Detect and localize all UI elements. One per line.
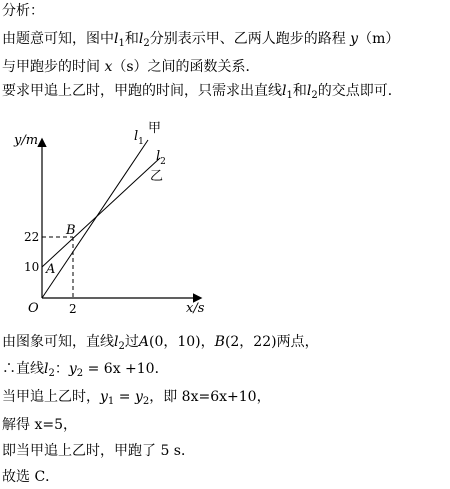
line-l1-label	[134, 129, 144, 147]
solution-line-2	[2, 360, 169, 378]
l2-symbol: l	[306, 83, 312, 99]
y-unit: （m）	[358, 31, 400, 47]
l1-symbol: l	[114, 31, 119, 47]
tick-label-22: 22	[24, 230, 40, 244]
l1-subscript: 1	[286, 90, 293, 101]
y1-symbol: y	[100, 389, 108, 405]
point-a-coords: (0，10)，	[148, 334, 215, 350]
text-segment: 和	[292, 83, 307, 99]
function-graph	[0, 110, 230, 320]
x-variable: x	[104, 59, 113, 75]
text-segment: 之间的函数关系．	[147, 59, 260, 75]
line-l2	[42, 158, 160, 267]
l2-symbol: l	[138, 31, 144, 47]
text-segment: 由题意可知，图中	[2, 31, 114, 47]
text-segment: 和	[124, 31, 139, 47]
point-b-label: B	[66, 223, 76, 238]
text-segment: 过	[124, 334, 139, 350]
y2-symbol: y	[134, 389, 143, 405]
text-segment: ：	[54, 361, 69, 377]
analysis-heading: 分析：	[2, 3, 44, 19]
point-b: B	[214, 334, 225, 350]
solution-line-5: 即当甲追上乙时，甲跑了 5 s．	[2, 443, 195, 459]
solution-line-4: 解得 x=5，	[2, 417, 77, 433]
l2-subscript: 2	[143, 38, 150, 49]
l1-symbol: l	[134, 129, 139, 144]
origin-label: O	[28, 301, 39, 316]
equation-rhs: = 6x +10．	[83, 361, 169, 377]
equals: =	[114, 389, 135, 405]
analysis-line-1	[2, 30, 399, 48]
solution-line-3	[2, 388, 271, 406]
tick-label-10: 10	[24, 260, 40, 274]
line-l1	[42, 140, 148, 298]
y-axis-label: y/m	[14, 133, 39, 148]
text-segment: 分别表示甲、乙两人跑步的路程	[149, 31, 346, 47]
l2-subscript: 2	[311, 90, 318, 101]
x-axis-label: x/s	[186, 301, 205, 316]
text-segment: 的交点即可．	[317, 83, 402, 99]
text-segment: 要求甲追上乙时，甲跑的时间，只需求出直线	[2, 83, 282, 99]
line-l2-label	[156, 149, 166, 167]
l2-subscript: 2	[160, 157, 166, 167]
l1-subscript: 1	[138, 137, 144, 147]
point-a-label: A	[46, 262, 56, 277]
equation-subscript: 2	[76, 368, 84, 379]
l2-subscript: 2	[48, 368, 55, 379]
y1-subscript: 1	[107, 396, 115, 407]
text-segment: 由图象可知，直线	[2, 334, 114, 350]
line-l1-name: 甲	[148, 121, 162, 136]
line-l2-name: 乙	[150, 169, 164, 184]
analysis-line-2	[2, 58, 260, 76]
solution-line-1	[2, 333, 319, 351]
l2-subscript: 2	[118, 341, 125, 352]
tick-label-2: 2	[69, 302, 77, 316]
l1-symbol: l	[282, 83, 287, 99]
analysis-line-3	[2, 82, 402, 100]
text-segment: ∴直线	[2, 361, 44, 377]
y-variable: y	[350, 31, 359, 47]
text-segment: ，即 8x=6x+10，	[149, 389, 271, 405]
text-segment: 当甲追上乙时，	[2, 389, 100, 405]
point-a: A	[138, 334, 149, 350]
x-unit: （s）	[112, 59, 148, 75]
l1-subscript: 1	[118, 38, 125, 49]
l2-symbol: l	[44, 361, 49, 377]
point-b-coords: (2，22)两点，	[224, 334, 319, 350]
l2-symbol: l	[114, 334, 119, 350]
l2-symbol: l	[156, 149, 161, 164]
y2-subscript: 2	[142, 396, 150, 407]
text-segment: 与甲跑步的时间	[2, 59, 100, 75]
equation-y: y	[68, 361, 77, 377]
solution-line-6: 故选 C．	[2, 469, 60, 485]
